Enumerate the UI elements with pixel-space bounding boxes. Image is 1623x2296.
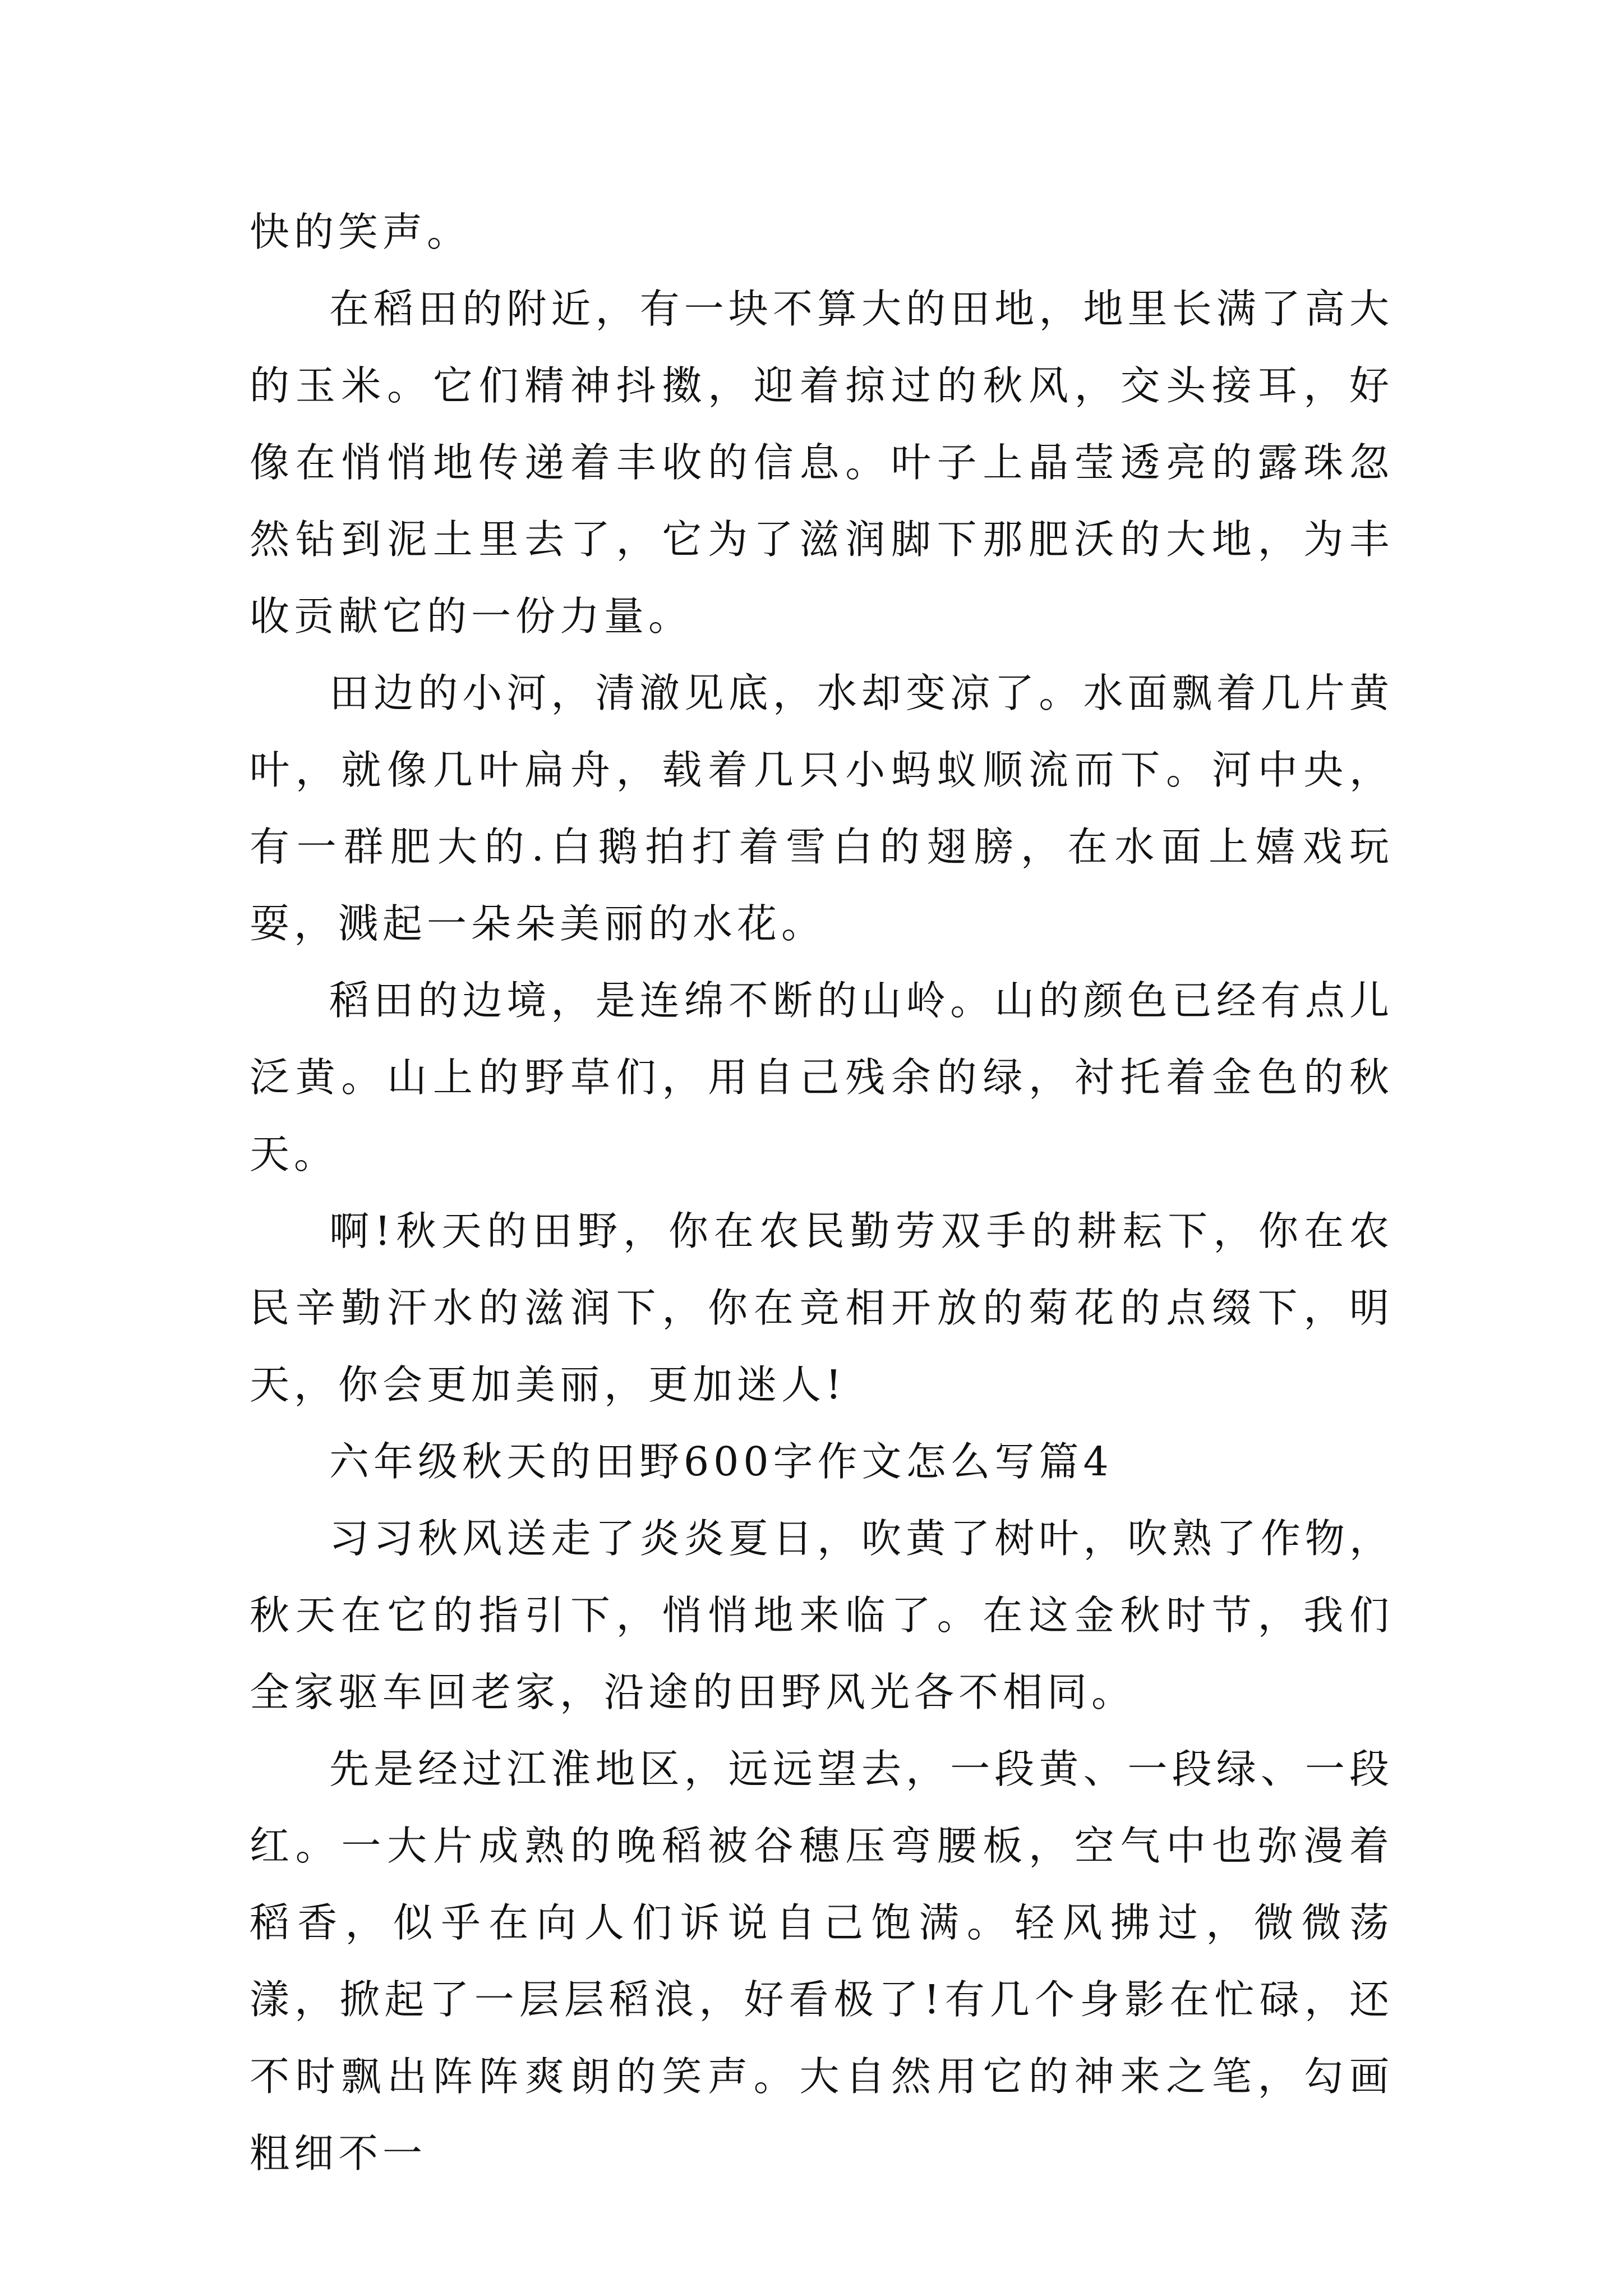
section-heading: 六年级秋天的田野600字作文怎么写篇4 xyxy=(329,1438,1113,1485)
paragraph-corn-field: 在稻田的附近，有一块不算大的田地，地里长满了高大的玉米。它们精神抖擞，迎着掠过的秋风，交头接耳，好像在悄悄地传递着丰收的信息。叶子上晶莹透亮的露珠忽然钻到泥土里去了，它为了滋润脚下那肥沃的大地，为丰收贡献它的一份力量。 xyxy=(250,286,1394,639)
paragraph-continuation: 快的笑声。 xyxy=(250,209,472,255)
paragraph-conclusion: 啊!秋天的田野，你在农民勤劳双手的耕耘下，你在农民辛勤汗水的滋润下，你在竞相开放的菊花的点缀下，明天，你会更加美丽，更加迷人! xyxy=(250,1208,1394,1408)
paragraph-jianghuai: 先是经过江淮地区，远远望去，一段黄、一段绿、一段红。一大片成熟的晚稻被谷穗压弯腰板，空气中也弥漫着稻香，似乎在向人们诉说自己饱满。轻风拂过，微微荡漾，掀起了一层层稻浪，好看极了!有几个身影在忙碌，还不时飘出阵阵爽朗的笑声。大自然用它的神来之笔，勾画粗细不一 xyxy=(250,1746,1394,2177)
paragraph-autumn-arrival: 习习秋风送走了炎炎夏日，吹黄了树叶，吹熟了作物，秋天在它的指引下，悄悄地来临了。在这金秋时节，我们全家驱车回老家，沿途的田野风光各不相同。 xyxy=(250,1515,1394,1715)
paragraph-mountains: 稻田的边境，是连绵不断的山岭。山的颜色已经有点儿泛黄。山上的野草们，用自己残余的绿，衬托着金色的秋天。 xyxy=(250,977,1394,1177)
document-body xyxy=(250,194,1394,2192)
paragraph-river: 田边的小河，清澈见底，水却变凉了。水面飘着几片黄叶，就像几叶扁舟，载着几只小蚂蚁顺流而下。河中央，有一群肥大的.白鹅拍打着雪白的翅膀，在水面上嬉戏玩耍，溅起一朵朵美丽的水花。 xyxy=(250,670,1394,947)
